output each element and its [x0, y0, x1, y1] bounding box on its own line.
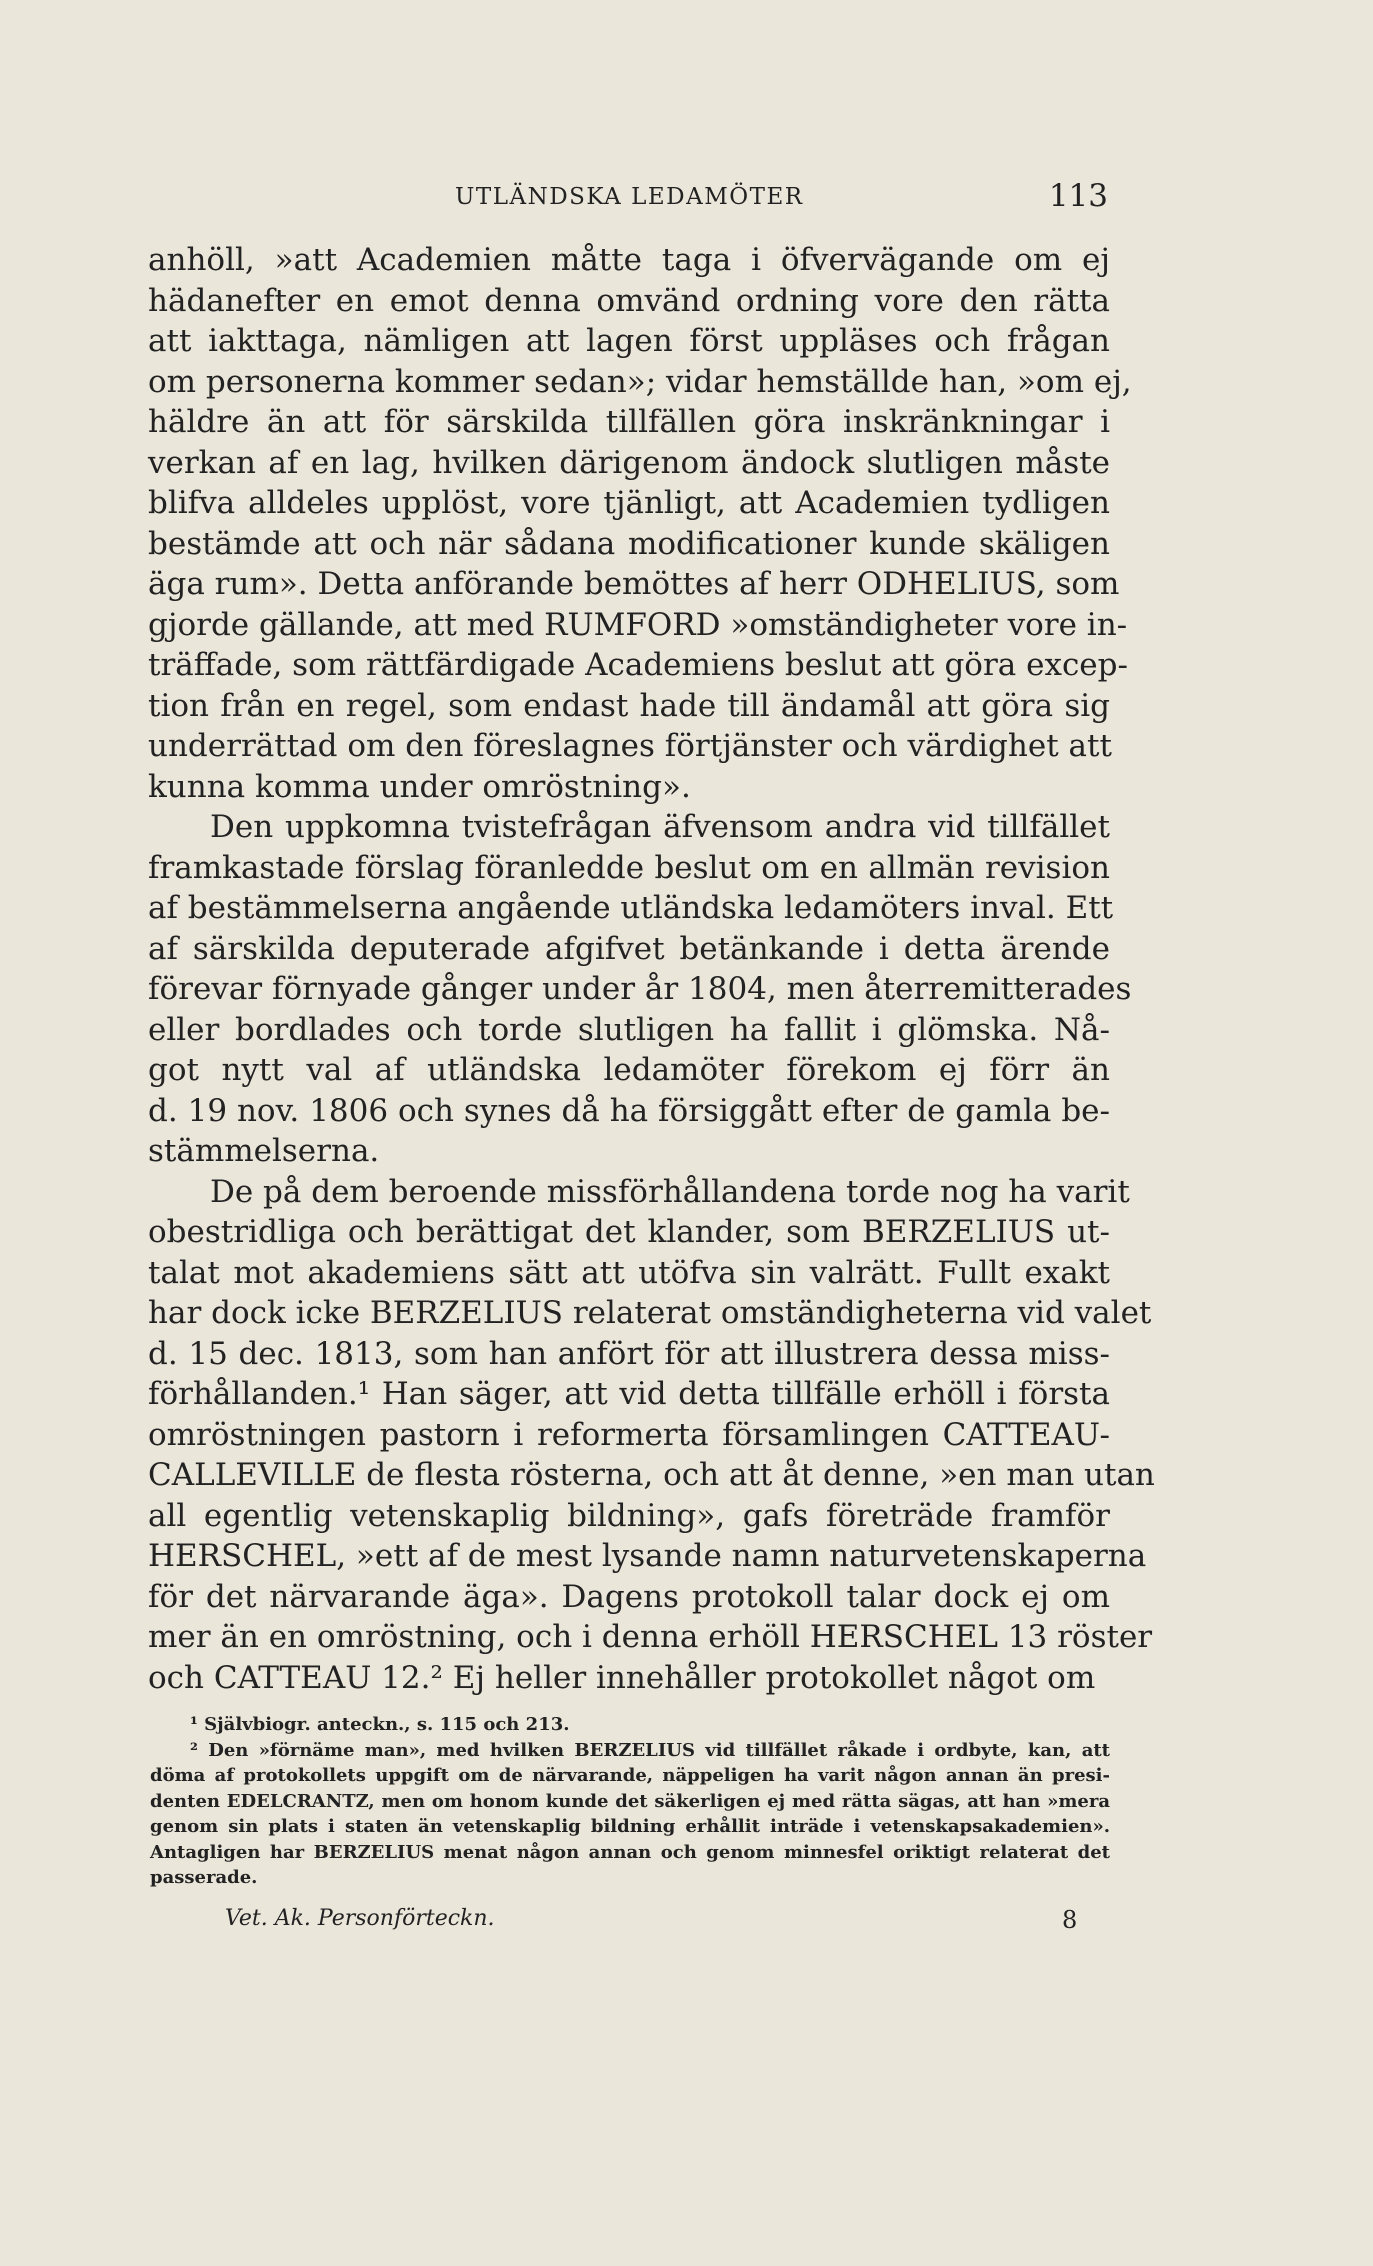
text-line: bestämde att och när sådana modificationer kunde skäligen [148, 525, 1110, 562]
footnote [150, 1738, 1110, 1891]
text-line: blifva alldeles upplöst, vore tjänligt, att Academien tydligen [148, 485, 1110, 521]
text-line: att iakttaga, nämligen att lagen först uppläses och frågan [148, 323, 1110, 359]
paragraph [148, 240, 1132, 807]
running-header [148, 178, 1108, 218]
text-line: för det närvarande äga». Dagens protokoll talar dock ej om [148, 1578, 1110, 1615]
text-line: ² Den »förnäme man», med hvilken BERZELIUS vid tillfället råkade i ordbyte, kan, att [190, 1739, 1110, 1761]
signature-number: 8 [1062, 1906, 1078, 1934]
text-line: och CATTEAU 12.² Ej heller innehåller protokollet något om [148, 1659, 1096, 1696]
text-line: har dock icke BERZELIUS relaterat omständigheterna vid valet [148, 1295, 1152, 1331]
paragraph [148, 1172, 1155, 1699]
text-line: anhöll, »att Academien måtte taga i öfvervägande om ej [148, 242, 1110, 278]
text-line: af särskilda deputerade afgifvet betänkande i detta ärende [148, 930, 1110, 967]
page-number: 113 [1048, 178, 1108, 214]
text-line: denten EDELCRANTZ, men om honom kunde det säkerligen ej med rätta sägas, att han »mera [150, 1790, 1110, 1812]
text-line: Antagligen har BERZELIUS menat någon annan och genom minnesfel oriktigt relaterat det [150, 1841, 1110, 1863]
text-line: hädanefter en emot denna omvänd ordning vore den rätta [148, 282, 1110, 319]
text-line: framkastade förslag föranledde beslut om en allmän revision [148, 849, 1110, 886]
text-line: döma af protokollets uppgift om de närvarande, näppeligen ha varit någon annan än presi- [150, 1765, 1110, 1786]
text-line: häldre än att för särskilda tillfällen göra inskränkningar i [148, 404, 1110, 440]
text-line: passerade. [150, 1867, 258, 1888]
text-line: äga rum». Detta anförande bemöttes af herr ODHELIUS, som [148, 566, 1120, 602]
text-line: förhållanden.¹ Han säger, att vid detta tillfälle erhöll i första [148, 1376, 1110, 1412]
text-line: all egentlig vetenskaplig bildning», gafs företräde framför [148, 1497, 1110, 1534]
text-line: ¹ Självbiogr. anteckn., s. 115 och 213. [190, 1714, 570, 1735]
body-text [148, 240, 1155, 1698]
text-line: Den uppkomna tvistefrågan äfvensom andra vid tillfället [210, 809, 1110, 845]
text-line: genom sin plats i staten än vetenskaplig bildning erhållit inträde i vetenskapsakademien». [150, 1816, 1110, 1837]
text-line: förevar förnyade gånger under år 1804, men återremitterades [148, 971, 1132, 1007]
text-line: d. 15 dec. 1813, som han anfört för att illustrera dessa miss- [148, 1335, 1110, 1372]
footnotes [150, 1712, 1110, 1891]
text-line: De på dem beroende missförhållandena torde nog ha varit [210, 1173, 1130, 1210]
text-line: om personerna kommer sedan»; vidar hemställde han, »om ej, [148, 363, 1132, 400]
text-line: verkan af en lag, hvilken därigenom ändock slutligen måste [148, 444, 1110, 481]
text-line: gjorde gällande, att med RUMFORD »omständigheter vore in- [148, 606, 1128, 643]
text-line: talat mot akademiens sätt att utöfva sin valrätt. Fullt exakt [148, 1254, 1110, 1291]
text-line: HERSCHEL, »ett af de mest lysande namn naturvetenskaperna [148, 1538, 1147, 1574]
signature-mark: Vet. Ak. Personförteckn. [225, 1906, 495, 1931]
footnote [150, 1712, 1110, 1738]
running-title: UTLÄNDSKA LEDAMÖTER [455, 184, 804, 210]
text-line: obestridliga och berättigat det klander, som BERZELIUS ut- [148, 1214, 1110, 1250]
text-line: d. 19 nov. 1806 och synes då ha försiggått efter de gamla be- [148, 1092, 1110, 1129]
text-line: stämmelserna. [148, 1133, 380, 1169]
text-line: kunna komma under omröstning». [148, 768, 691, 805]
text-line: got nytt val af utländska ledamöter förekom ej förr än [148, 1052, 1110, 1088]
text-line: af bestämmelserna angående utländska ledamöters inval. Ett [148, 890, 1114, 926]
text-line: träffade, som rättfärdigade Academiens beslut att göra excep- [148, 647, 1128, 683]
text-line: tion från en regel, som endast hade till ändamål att göra sig [148, 687, 1110, 724]
text-line: omröstningen pastorn i reformerta församlingen CATTEAU- [148, 1416, 1110, 1453]
text-line: underrättad om den föreslagnes förtjänster och värdighet att [148, 728, 1112, 764]
text-line: eller bordlades och torde slutligen ha fallit i glömska. Nå- [148, 1011, 1110, 1048]
text-line: mer än en omröstning, och i denna erhöll HERSCHEL 13 röster [148, 1619, 1153, 1655]
text-line: CALLEVILLE de flesta rösterna, och att åt denne, »en man utan [148, 1457, 1155, 1493]
paragraph [148, 807, 1132, 1172]
